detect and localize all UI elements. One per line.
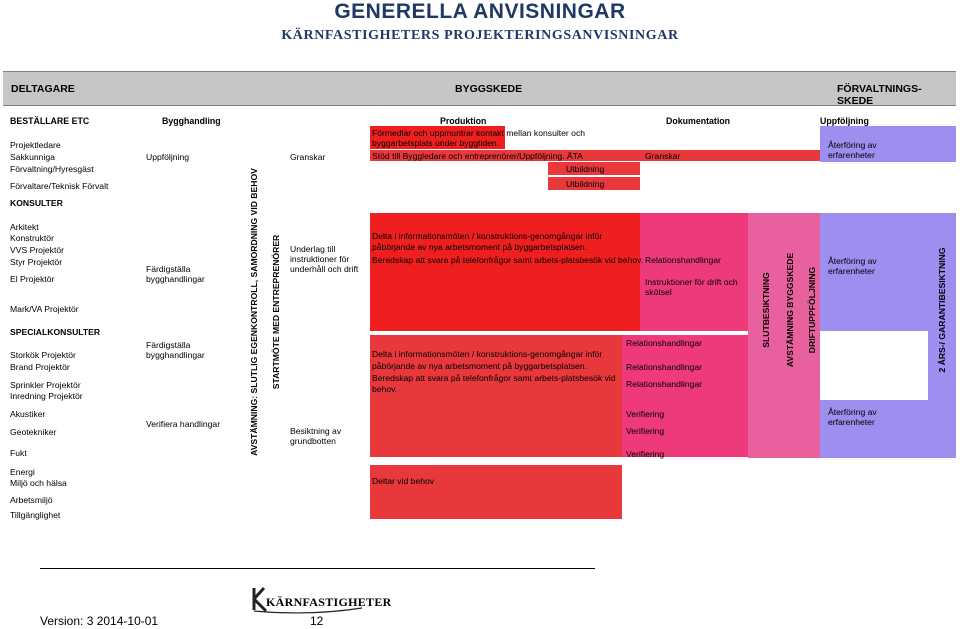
- row-arkitekt: Arkitekt: [10, 222, 39, 232]
- cell-aterforing-1: Återföring av erfarenheter: [828, 140, 877, 160]
- cell-granskar-1: Granskar: [290, 152, 326, 162]
- row-storkok: Storkök Projektör: [10, 350, 76, 360]
- cell-fardigstalla-1: Färdigställa bygghandlingar: [146, 264, 205, 284]
- row-geotekniker: Geotekniker: [10, 427, 57, 437]
- akustiker-prod-block: [370, 405, 622, 457]
- col-bestallare: BESTÄLLARE ETC: [10, 116, 90, 126]
- energi-prod-block: [370, 465, 622, 519]
- row-sprinkler: Sprinkler Projektör: [10, 380, 81, 390]
- cell-verifiering-3: Verifiering: [626, 449, 665, 459]
- row-brand: Brand Projektör: [10, 362, 70, 372]
- cell-verifiering-2: Verifiering: [626, 426, 665, 436]
- band-deltagare: DELTAGARE: [11, 83, 75, 95]
- cell-instruktioner: Instruktioner för drift och skötsel: [645, 277, 738, 297]
- col-dokumentation: Dokumentation: [666, 116, 731, 126]
- footer-version: Version: 3 2014-10-01: [40, 614, 159, 628]
- phase-band: [3, 71, 956, 106]
- band-byggskede: BYGGSKEDE: [455, 83, 523, 95]
- row-inredning: Inredning Projektör: [10, 391, 83, 401]
- row-forvaltning: Förvaltning/Hyresgäst: [10, 164, 94, 174]
- row-akustiker: Akustiker: [10, 409, 46, 419]
- row-forvaltare: Förvaltare/Teknisk Förvalt: [10, 181, 109, 191]
- row-sakkunniga: Sakkunniga: [10, 152, 55, 162]
- vertical-driftuppfoljning: DRIFTUPPFÖLJNING: [807, 266, 817, 354]
- cell-verifiera: Verifiera handlingar: [146, 419, 221, 429]
- cell-underlag: Underlag till instruktioner för underhåll och drift: [290, 244, 359, 274]
- vertical-avstamning: AVSTÄMNING: SLUTLIG EGENKONTROLL, SAMORDNING VID BEHOV: [249, 168, 259, 456]
- cell-verifiering-1: Verifiering: [626, 409, 665, 419]
- cell-delta2-b: påbörjande av nya arbetsmoment på byggarbetsplatsen.: [372, 361, 587, 371]
- cell-utbildning-2: Utbildning: [566, 179, 605, 189]
- cell-granskar-2: Granskar: [645, 151, 681, 161]
- row-projektledare: Projektledare: [10, 140, 61, 150]
- cell-aterforing-2: Återföring av erfarenheter: [828, 256, 877, 276]
- row-miljo: Miljö och hälsa: [10, 478, 67, 488]
- cell-fardigstalla-2: Färdigställa bygghandlingar: [146, 340, 205, 360]
- document-subtitle: KÄRNFASTIGHETERS PROJEKTERINGSANVISNINGAR: [281, 28, 679, 43]
- cell-aterforing-3: Återföring av erfarenheter: [828, 407, 877, 427]
- cell-relation-3: Relationshandlingar: [626, 362, 702, 372]
- cell-stod: Stöd till Byggledare och entreprenörer/Uppföljning. ÄTA: [372, 151, 583, 161]
- cell-delta1-a: Delta i informationsmöten / konstruktions-genomgångar inför: [372, 231, 603, 241]
- row-konsulter: KONSULTER: [10, 198, 63, 208]
- row-energi: Energi: [10, 467, 35, 477]
- cell-deltar: Deltar vid behov: [372, 476, 435, 486]
- cell-uppfoljning: Uppföljning: [146, 152, 189, 162]
- logo-text: KÄRNFASTIGHETER: [266, 595, 392, 609]
- row-tillganglighet: Tillgänglighet: [10, 510, 61, 520]
- col-bygghandling: Bygghandling: [162, 116, 221, 126]
- row-konstruktor: Konstruktör: [10, 233, 54, 243]
- document-title: GENERELLA ANVISNINGAR: [334, 0, 626, 23]
- page-number: 12: [310, 614, 324, 628]
- cell-delta2-d: behov.: [372, 384, 398, 394]
- cell-delta2-c: Beredskap att svara på telefonfrågor samt arbets-platsbesök vid: [372, 373, 616, 383]
- vertical-avstamning-byggskede: AVSTÄMNING BYGGSKEDE: [785, 252, 795, 368]
- row-markva: Mark/VA Projektör: [10, 304, 79, 314]
- footer-line: [40, 568, 595, 569]
- row-styr: Styr Projektör: [10, 257, 63, 267]
- logo: [250, 584, 392, 614]
- konsulter-dok-block: [640, 213, 748, 331]
- cell-formedlar: Förmedlar och uppmuntrar kontakt mellan konsulter och byggarbetsplats under byggtiden.: [372, 128, 586, 148]
- cell-besiktning: Besiktning av grundbotten: [290, 426, 342, 446]
- cell-delta1-b: påbörjande av nya arbetsmoment på byggarbetsplatsen.: [372, 242, 587, 252]
- cell-relation-2: Relationshandlingar: [626, 338, 702, 348]
- vertical-garanti: 2 ÅRS-/ GARANTIBESIKTNING: [937, 247, 947, 373]
- row-el: El Projektör: [10, 274, 55, 284]
- row-vvs: VVS Projektör: [10, 245, 64, 255]
- cell-relation-1: Relationshandlingar: [645, 255, 721, 265]
- cell-delta1-c: Beredskap att svara på telefonfrågor samt arbets-platsbesök vid behov.: [372, 255, 644, 265]
- col-produktion: Produktion: [440, 116, 487, 126]
- band-forvaltningsskede: FÖRVALTNINGS-SKEDE: [837, 83, 922, 107]
- row-arbetsmiljo: Arbetsmiljö: [10, 495, 53, 505]
- row-fukt: Fukt: [10, 448, 27, 458]
- cell-relation-4: Relationshandlingar: [626, 379, 702, 389]
- cell-utbildning-1: Utbildning: [566, 164, 605, 174]
- vertical-slutbesiktning: SLUTBESIKTNING: [761, 272, 771, 348]
- col-uppfoljning: Uppföljning: [820, 116, 869, 126]
- cell-delta2-a: Delta i informationsmöten / konstruktions-genomgångar inför: [372, 349, 603, 359]
- vertical-startmote: STARTMÖTE MED ENTREPRENÖRER: [271, 234, 281, 390]
- row-specialkonsulter: SPECIALKONSULTER: [10, 327, 101, 337]
